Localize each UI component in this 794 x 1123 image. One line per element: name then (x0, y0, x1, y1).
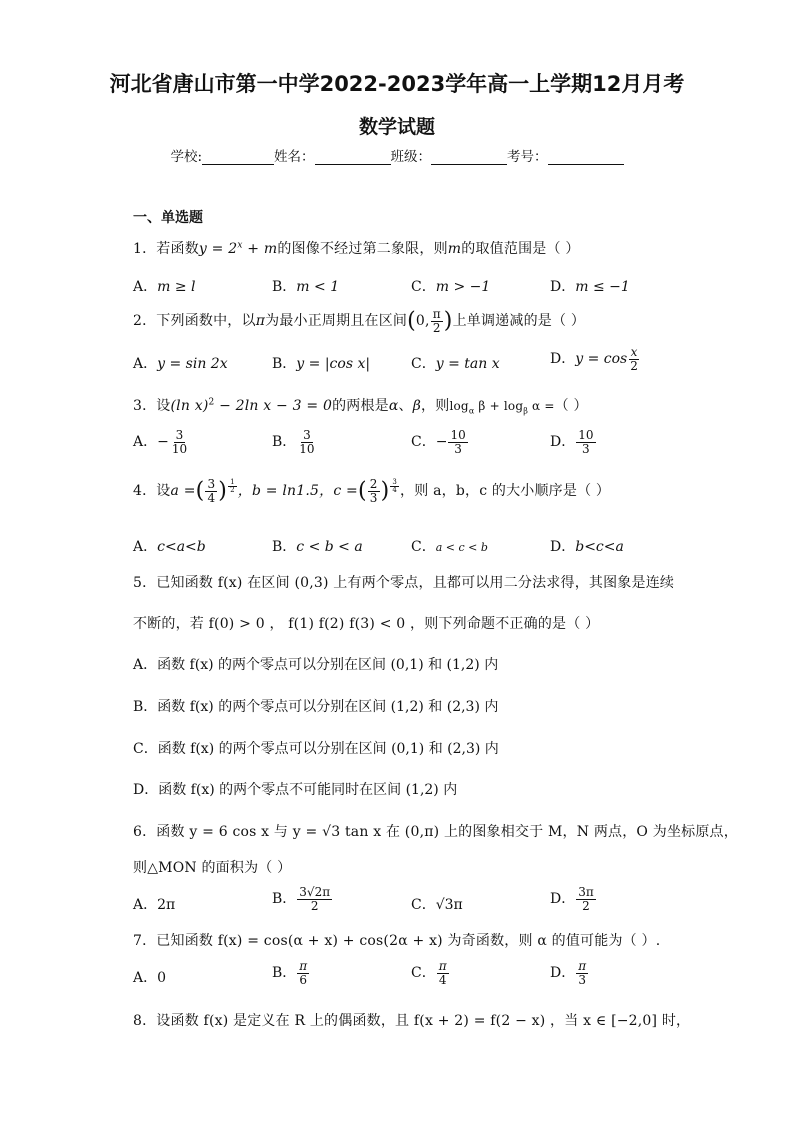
exam-subtitle: 数学试题 (358, 116, 435, 138)
question-3: 3．设(ln x)$^2$ − 2ln x − 3 = 0的两根是α、β，则$\log_\alpha \beta + \log_\beta \alpha$ =（ ） (133, 397, 588, 416)
q5-option-c[interactable]: C．函数 f(x) 的两个零点可以分别在区间 (0,1) 和 (2,3) 内 (133, 741, 499, 757)
section-title: 一、单选题 (133, 210, 203, 226)
q1-var-m: m (447, 241, 462, 257)
q6-option-b[interactable]: B． $\frac{3√2\pi}{2}$ (272, 885, 331, 913)
q1-exponent: x (237, 240, 243, 251)
question-2: 2．下列函数中，以π为最小正周期且在区间(0, $\frac{\pi}{2}$ )上单调递减的是（ ） (133, 307, 586, 335)
q1-function-tail: + m (242, 241, 278, 257)
q1-option-a[interactable]: A．m ≥ l (133, 279, 196, 295)
question-5-line-2: 不断的，若 f(0) > 0 ， f(1) f(2) f(3) < 0 ，则下列命题不正确的是（ ） (133, 616, 600, 632)
q1-option-d[interactable]: D．m ≤ −1 (550, 279, 630, 295)
question-8: 8．设函数 f(x) 是定义在 R 上的偶函数，且 f(x + 2) = f(2 − x) ，当 x ∈ [−2,0] 时， (133, 1013, 691, 1029)
q7-option-d[interactable]: D． $\frac{\pi}{3}$ (550, 959, 587, 987)
q1-function: y = 2 (198, 241, 238, 257)
question-5-line-1: 5．已知函数 f(x) 在区间 (0,3) 上有两个零点，且都可以用二分法求得，其图象是连续 (133, 575, 675, 591)
q5-option-d[interactable]: D．函数 f(x) 的两个零点不可能同时在区间 (1,2) 内 (133, 782, 458, 798)
q6-option-c[interactable]: C．√3π (411, 897, 463, 913)
q3-option-c[interactable]: C．− $\frac{10}{3}$ (411, 428, 466, 456)
q1-text-c: 的取值范围是（ ） (461, 241, 580, 257)
q1-text-a: 1．若函数 (133, 241, 199, 257)
school-blank[interactable] (202, 148, 274, 165)
q4-option-c[interactable]: C．a < c < b (411, 539, 488, 555)
name-blank[interactable] (315, 148, 391, 165)
q1-option-b[interactable]: B．m < 1 (272, 279, 340, 295)
question-1 (133, 238, 580, 258)
q2-option-d[interactable]: D．y = cos $\frac{x}{2}$ (550, 345, 638, 373)
q3-option-b[interactable]: B． $\frac{3}{10}$ (272, 428, 315, 456)
q4-option-a[interactable]: A．c<a<b (133, 539, 206, 555)
q3-option-d[interactable]: D． $\frac{10}{3}$ (550, 428, 594, 456)
q7-option-a[interactable]: A．0 (133, 970, 167, 986)
number-label: 考号： (507, 149, 548, 165)
q6-option-d[interactable]: D． $\frac{3\pi}{2}$ (550, 885, 594, 913)
q6-option-a[interactable]: A．2π (133, 897, 176, 913)
q2-option-a[interactable]: A．y = sin 2x (133, 356, 228, 372)
question-6-line-1: 6．函数 y = 6 cos x 与 y = √3 tan x 在 (0,π) 上的图象相交于 M，N 两点，O 为坐标原点， (133, 824, 738, 840)
q7-option-b[interactable]: B． $\frac{\pi}{6}$ (272, 959, 308, 987)
q7-option-c[interactable]: C． $\frac{\pi}{4}$ (411, 959, 447, 987)
q1-text-b: 的图像不经过第二象限，则 (277, 241, 448, 257)
name-label: 姓名： (274, 149, 315, 165)
q2-option-c[interactable]: C．y = tan x (411, 356, 500, 372)
q4-option-d[interactable]: D．b<c<a (550, 539, 624, 555)
q5-option-a[interactable]: A．函数 f(x) 的两个零点可以分别在区间 (0,1) 和 (1,2) 内 (133, 657, 499, 673)
q4-option-b[interactable]: B．c < b < a (272, 539, 363, 555)
q1-option-c[interactable]: C．m > −1 (411, 279, 491, 295)
q2-option-b[interactable]: B．y = |cos x| (272, 356, 371, 372)
question-7: 7．已知函数 f(x) = cos(α + x) + cos(2α + x) 为奇函数，则 α 的值可能为（ ）. (133, 933, 661, 949)
number-blank[interactable] (548, 148, 624, 165)
school-label: 学校: (170, 149, 203, 165)
exam-title: 河北省唐山市第一中学2022-2023学年高一上学期12月月考 (109, 72, 685, 96)
student-info-line (0, 145, 794, 165)
class-label: 班级： (390, 149, 432, 165)
q3-option-a[interactable]: A．− $\frac{3}{10}$ (133, 428, 188, 456)
class-blank[interactable] (431, 148, 507, 165)
question-4: 4．设a =( $\frac{3}{4}$ ) $^{\frac{1}{2}}$ ，b = ln1.5，c =( $\frac{2}{3}$ ) $^{\frac{3}{4}}$ ，则 a，b，c 的大小顺序是（ ） (133, 477, 611, 505)
question-6-line-2: 则△MON 的面积为（ ） (133, 860, 292, 876)
q5-option-b[interactable]: B．函数 f(x) 的两个零点可以分别在区间 (1,2) 和 (2,3) 内 (133, 699, 499, 715)
